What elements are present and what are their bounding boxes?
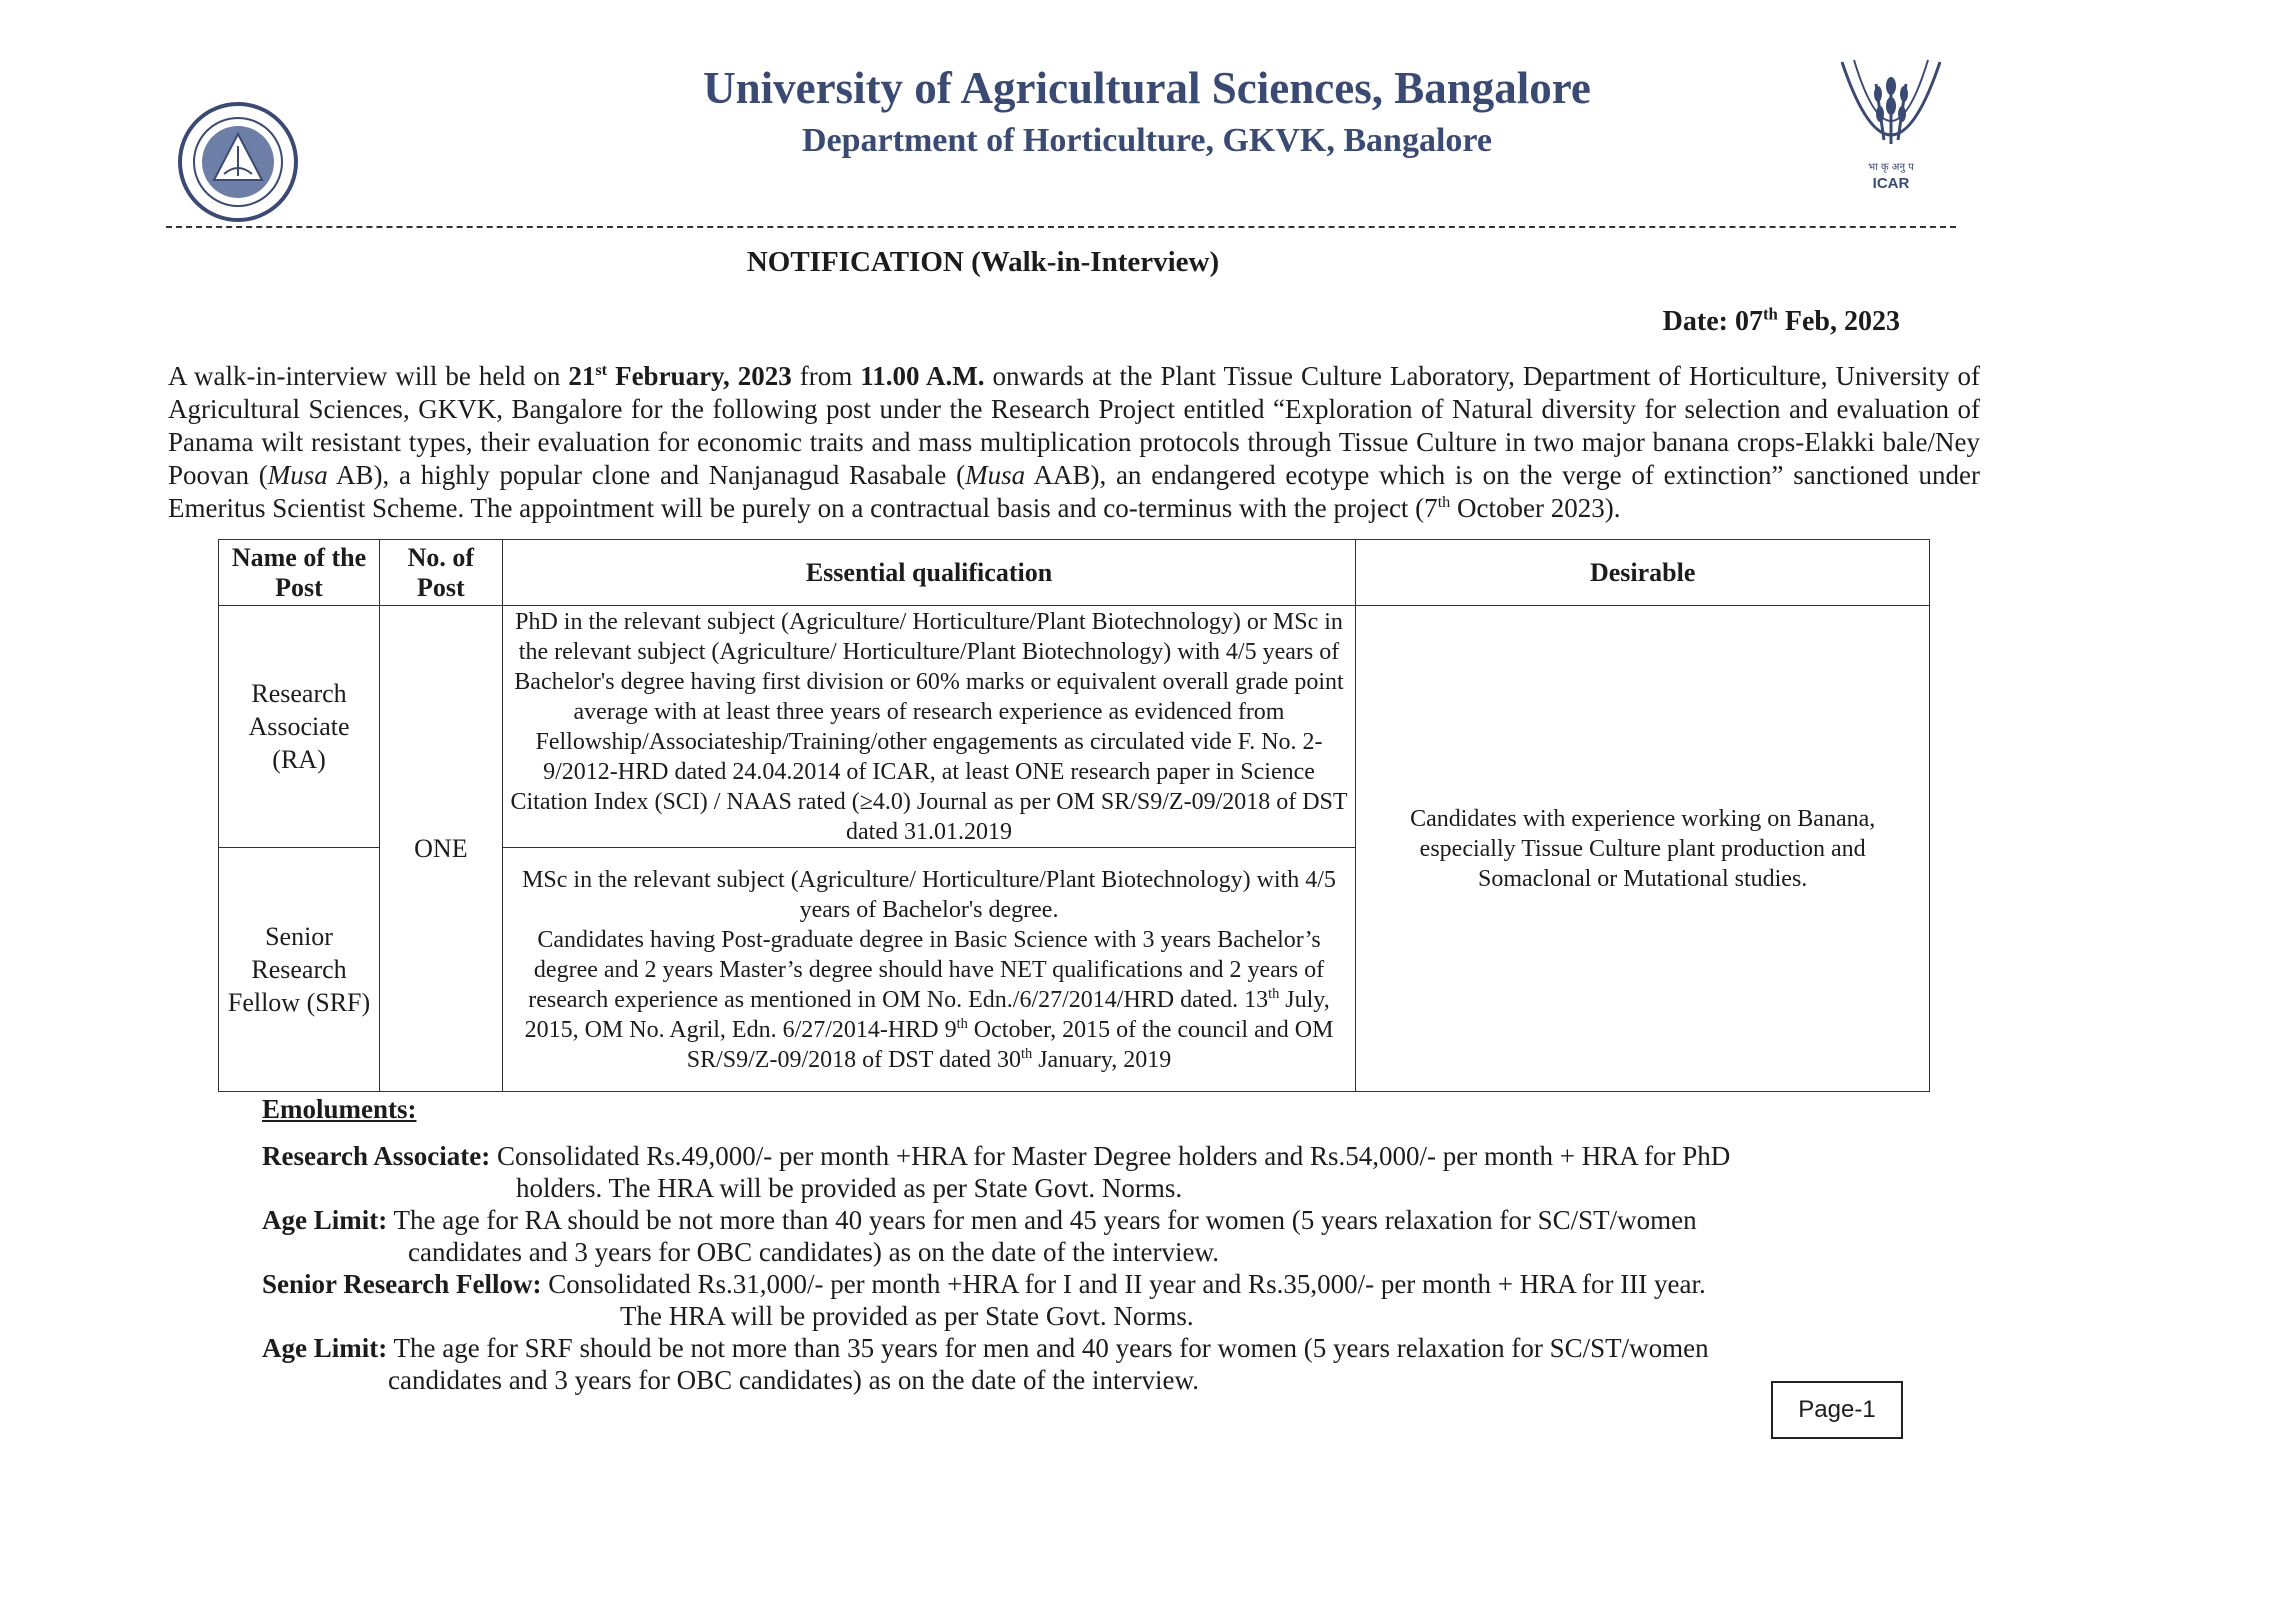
notification-title: NOTIFICATION (Walk-in-Interview) (746, 246, 1220, 278)
ra-emoluments-cont: holders. The HRA will be provided as per State Govt. Norms. (516, 1173, 1183, 1203)
emoluments-heading: Emoluments: (262, 1094, 417, 1124)
no-of-post: ONE (380, 606, 503, 1092)
ra-emoluments: Research Associate: Consolidated Rs.49,000/- per month +HRA for Master Degree holders and Rs.54,000/- per month + HRA for PhD (262, 1141, 1731, 1171)
header-desirable: Desirable (1356, 540, 1930, 606)
icar-text: ICAR (1872, 175, 1910, 192)
ra-age-limit-cont: candidates and 3 years for OBC candidates) as on the date of the interview. (408, 1237, 1219, 1267)
header-essential-qualification: Essential qualification (502, 540, 1356, 606)
ra-age-limit: Age Limit: The age for RA should be not more than 40 years for men and 45 years for women (5 years relaxation for SC/ST/women (262, 1205, 1697, 1235)
srf-emoluments-cont: The HRA will be provided as per State Govt. Norms. (620, 1301, 1194, 1331)
university-name: University of Agricultural Sciences, Bangalore (703, 63, 1591, 113)
srf-age-limit: Age Limit: The age for SRF should be not more than 35 years for men and 40 years for women (5 years relaxation for SC/ST/women (262, 1333, 1709, 1363)
header-divider (166, 226, 1956, 228)
qualification-ra: PhD in the relevant subject (Agriculture/ Horticulture/Plant Biotechnology) or MSc in the relevant subject (Agriculture/ Horticulture/Plant Biotechnology) with 4/5 years of Bachelor's degree having first division or 60% marks or equivalent overall grade point average with at least three years of research experience as evidenced from Fellowship/Associateship/Training/other engagements as circulated vide F. No. 2-9/2012-HRD dated 24.04.2014 of ICAR, at least ONE research paper in Science Citation Index (SCI) / NAAS rated (≥4.0) Journal as per OM SR/S9/Z-09/2018 of DST dated 31.01.2019 (502, 606, 1356, 848)
post-name-ra: Research Associate (RA) (219, 606, 380, 848)
notification-date: Date: 07th Feb, 2023 (1662, 304, 1900, 337)
posts-table (218, 539, 1930, 1092)
table-row (219, 606, 1930, 848)
header-no-of-post: No. of Post (380, 540, 503, 606)
department-name: Department of Horticulture, GKVK, Bangalore (802, 122, 1492, 159)
desirable-text: Candidates with experience working on Banana, especially Tissue Culture plant production and Somaclonal or Mutational studies. (1356, 606, 1930, 1092)
srf-emoluments: Senior Research Fellow: Consolidated Rs.31,000/- per month +HRA for I and II year and Rs.35,000/- per month + HRA for III year. (262, 1269, 1706, 1299)
icar-logo (1832, 58, 1950, 196)
qualification-srf: MSc in the relevant subject (Agriculture/ Horticulture/Plant Biotechnology) with 4/5 years of Bachelor's degree. Candidates having Post-graduate degree in Basic Science with 3 years Bachelor’s degree and 2 years Master’s degree should have NET qualifications and 2 years of research experience as mentioned in OM No. Edn./6/27/2014/HRD dated. 13th July, 2015, OM No. Agril, Edn. 6/27/2014-HRD 9th October, 2015 of the council and OM SR/S9/Z-09/2018 of DST dated 30th January, 2019 (502, 848, 1356, 1092)
intro-paragraph: A walk-in-interview will be held on 21st February, 2023 from 11.00 A.M. onwards at the Plant Tissue Culture Laboratory, Department of Horticulture, University of Agricultural Sciences, GKVK, Bangalore for the following post under the Research Project entitled “Exploration of Natural diversity for selection and evaluation of Panama wilt resistant types, their evaluation for economic traits and mass multiplication protocols through Tissue Culture in two major banana crops-Elakki bale/Ney Poovan (Musa AB), a highly popular clone and Nanjanagud Rasabale (Musa AAB), an endangered ecotype which is on the verge of extinction” sanctioned under Emeritus Scientist Scheme. The appointment will be purely on a contractual basis and co-terminus with the project (7th October 2023). (168, 361, 1980, 523)
srf-age-limit-cont: candidates and 3 years for OBC candidates) as on the date of the interview. (388, 1365, 1199, 1395)
icar-hindi-text: भा कृ अनु प (1868, 162, 1914, 173)
post-name-srf: Senior Research Fellow (SRF) (219, 848, 380, 1092)
page-number: Page-1 (1771, 1381, 1903, 1439)
uas-logo (176, 100, 300, 224)
table-header-row (219, 540, 1930, 606)
header-post-name: Name of the Post (219, 540, 380, 606)
